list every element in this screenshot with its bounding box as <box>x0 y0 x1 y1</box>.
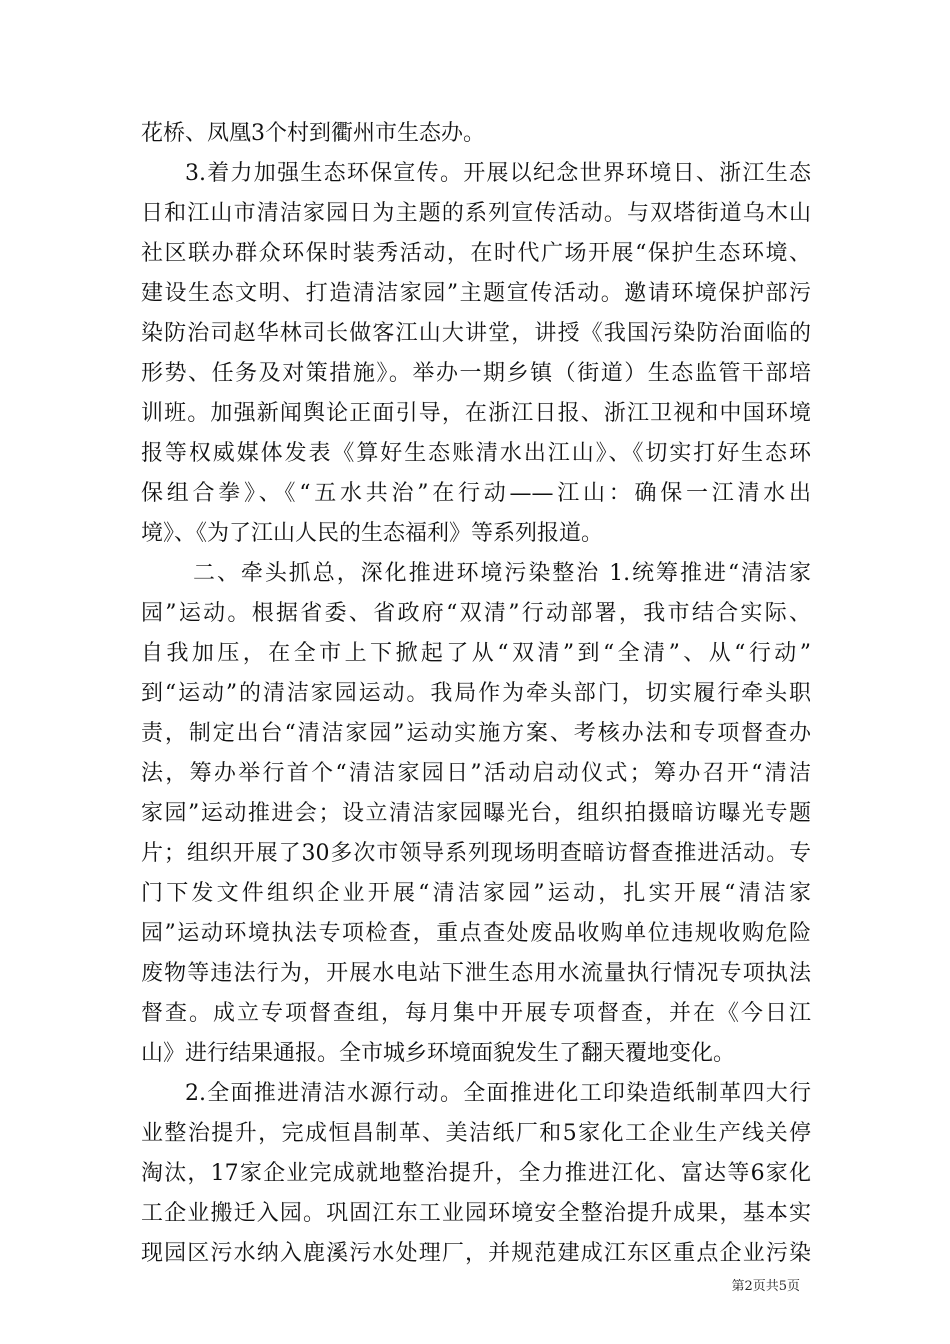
text-line: 染防治司赵华林司长做客江山大讲堂，讲授《我国污染防治面临的 <box>141 321 811 346</box>
text-line: 法，筹办举行首个“清洁家园日”活动启动仪式；筹办召开“清洁 <box>141 761 811 786</box>
text-line: 形势、任务及对策措施》。举办一期乡镇（街道）生态监管干部培 <box>141 361 811 386</box>
text-line: 园”运动。根据省委、省政府“双清”行动部署，我市结合实际、 <box>141 601 811 626</box>
text-line: 保组合拳》、《“五水共治”在行动——江山：确保一江清水出 <box>141 481 811 506</box>
text-line: 责，制定出台“清洁家园”运动实施方案、考核办法和专项督查办 <box>141 721 811 746</box>
text-line: 现园区污水纳入鹿溪污水处理厂，并规范建成江东区重点企业污染 <box>141 1241 811 1266</box>
text-line: 境》、《为了江山人民的生态福利》等系列报道。 <box>141 521 604 546</box>
section-heading-line: 二、牵头抓总，深化推进环境污染整治 1.统筹推进“清洁家 <box>193 561 811 586</box>
text-line: 园”运动环境执法专项检查，重点查处废品收购单位违规收购危险 <box>141 921 811 946</box>
text-line: 门下发文件组织企业开展“清洁家园”运动，扎实开展“清洁家 <box>141 881 811 906</box>
text-line: 训班。加强新闻舆论正面引导，在浙江日报、浙江卫视和中国环境 <box>141 401 811 426</box>
text-line: 业整治提升，完成恒昌制革、美洁纸厂和5家化工企业生产线关停 <box>141 1121 811 1146</box>
page-number: 第2页共5页 <box>731 1279 800 1294</box>
text-line: 自我加压，在全市上下掀起了从“双清”到“全清”、从“行动” <box>141 641 811 666</box>
text-line: 家园”运动推进会；设立清洁家园曝光台，组织拍摄暗访曝光专题 <box>141 801 811 826</box>
text-line: 花桥、凤凰3个村到衢州市生态办。 <box>141 121 485 146</box>
text-line: 社区联办群众环保时装秀活动，在时代广场开展“保护生态环境、 <box>141 241 811 266</box>
text-line: 片；组织开展了30多次市领导系列现场明查暗访督查推进活动。专 <box>141 841 811 866</box>
text-line: 3.着力加强生态环保宣传。开展以纪念世界环境日、浙江生态 <box>185 161 811 186</box>
text-line: 督查。成立专项督查组，每月集中开展专项督查，并在《今日江 <box>141 1001 811 1026</box>
text-line: 到“运动”的清洁家园运动。我局作为牵头部门，切实履行牵头职 <box>141 681 811 706</box>
text-line: 报等权威媒体发表《算好生态账清水出江山》、《切实打好生态环 <box>141 441 811 466</box>
text-line: 2.全面推进清洁水源行动。全面推进化工印染造纸制革四大行 <box>185 1081 811 1106</box>
text-line: 废物等违法行为，开展水电站下泄生态用水流量执行情况专项执法 <box>141 961 811 986</box>
text-line: 建设生态文明、打造清洁家园”主题宣传活动。邀请环境保护部污 <box>141 281 811 306</box>
text-line: 淘汰，17家企业完成就地整治提升，全力推进江化、富达等6家化 <box>141 1161 811 1186</box>
text-line: 日和江山市清洁家园日为主题的系列宣传活动。与双塔街道乌木山 <box>141 201 811 226</box>
text-line: 山》进行结果通报。全市城乡环境面貌发生了翻天覆地变化。 <box>141 1041 736 1066</box>
text-line: 工企业搬迁入园。巩固江东工业园环境安全整治提升成果，基本实 <box>141 1201 811 1226</box>
